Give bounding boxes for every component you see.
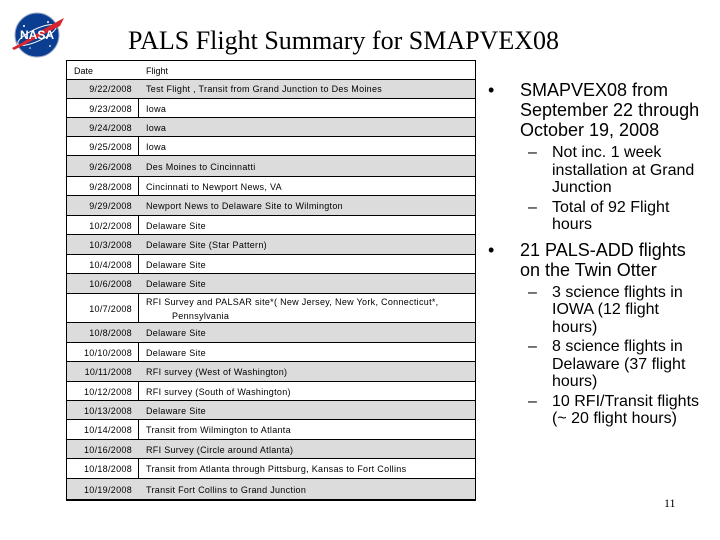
table-row — [67, 420, 475, 440]
row-flight — [146, 102, 166, 116]
row-date: 9/25/2008 — [89, 141, 132, 152]
row-date: 9/28/2008 — [89, 181, 132, 192]
table-header-flight: Flight — [146, 66, 169, 76]
row-flight — [146, 462, 406, 476]
row-date: 10/2/2008 — [89, 220, 132, 231]
row-flight — [146, 180, 282, 194]
row-date: 10/3/2008 — [89, 240, 132, 250]
table-row — [67, 343, 475, 362]
table-row — [67, 177, 475, 196]
row-date: 10/6/2008 — [89, 279, 132, 289]
row-flight-text: Iowa — [146, 103, 167, 114]
row-flight-text: Test Flight , Transit from Grand Junction to Des Moines — [146, 84, 383, 94]
bullet-pals-flights — [488, 240, 708, 280]
bullet-smapvex-dates — [488, 80, 708, 140]
table-row — [67, 323, 475, 343]
row-date: 9/24/2008 — [89, 122, 132, 133]
table-row — [67, 118, 475, 137]
row-flight-text: Delaware Site (Star Pattern) — [146, 240, 267, 250]
sub-bullet-delaware — [488, 338, 708, 391]
nasa-logo-text: NASA — [19, 28, 55, 42]
row-flight-text: Iowa — [146, 122, 167, 133]
row-date: 10/7/2008 — [89, 303, 132, 314]
row-date: 9/29/2008 — [89, 201, 132, 211]
table-row — [67, 440, 475, 459]
row-date: 10/14/2008 — [83, 425, 132, 435]
sub-bullet-iowa — [488, 284, 708, 337]
row-date: 9/26/2008 — [89, 161, 132, 172]
row-date: 9/23/2008 — [89, 103, 132, 114]
row-flight-text: RFI survey (South of Washington) — [146, 386, 291, 397]
row-flight-text: Delaware Site — [146, 220, 206, 231]
row-flight — [146, 483, 306, 497]
sub-bullet-marker: – — [528, 338, 537, 355]
row-flight — [146, 238, 267, 252]
table-row — [67, 459, 475, 479]
table-header-date: Date — [74, 66, 94, 76]
row-date: 10/8/2008 — [89, 328, 132, 338]
bullet-text: 21 PALS-ADD flights on the Twin Otter — [520, 239, 686, 280]
page-title: PALS Flight Summary for SMAPVEX08 — [128, 26, 559, 55]
bullet-marker: • — [488, 239, 495, 260]
sub-bullet-marker: – — [528, 283, 537, 301]
bullet-marker: • — [488, 80, 495, 100]
nasa-logo — [8, 10, 66, 60]
row-flight — [146, 219, 206, 233]
row-flight — [146, 160, 256, 174]
table-row — [67, 479, 475, 500]
row-flight — [146, 443, 293, 457]
row-date: 10/10/2008 — [83, 347, 132, 358]
row-flight — [146, 199, 343, 213]
row-date: 10/16/2008 — [83, 444, 132, 455]
row-flight — [146, 121, 166, 135]
row-date: 9/22/2008 — [89, 84, 132, 94]
sub-bullet-marker: – — [528, 198, 537, 216]
sub-bullet-marker: – — [528, 144, 537, 161]
row-date: 10/12/2008 — [83, 386, 132, 397]
row-flight-text: Cincinnati to Newport News, VA — [146, 181, 282, 192]
flight-table — [66, 60, 476, 501]
row-flight — [146, 82, 382, 96]
summary-list — [488, 80, 708, 430]
row-flight-text: Transit from Atlanta through Pittsburg, Kansas to Fort Collins — [146, 464, 407, 474]
row-flight-text: Delaware Site — [146, 259, 206, 270]
table-row — [67, 255, 475, 274]
row-flight-text: RFI survey (West of Washington) — [146, 367, 288, 377]
sub-bullet-text: Not inc. 1 week installation at Grand Junction — [552, 144, 695, 196]
bullet-text: SMAPVEX08 from September 22 through October 19, 2008 — [520, 80, 700, 140]
table-row — [67, 382, 475, 401]
sub-bullet-installation — [488, 144, 708, 197]
sub-bullet-total-hours — [488, 199, 708, 234]
row-flight — [146, 295, 438, 323]
table-row — [67, 156, 475, 177]
row-flight-text: Delaware Site — [146, 347, 206, 358]
row-flight-text: Transit Fort Collins to Grand Junction — [146, 484, 307, 495]
row-flight-text: RFI Survey (Circle around Atlanta) — [146, 444, 294, 455]
row-flight — [146, 365, 287, 379]
sub-bullet-rfi-transit — [488, 393, 708, 428]
sub-bullet-text: 8 science flights in Delaware (37 flight hours) — [552, 338, 686, 390]
row-flight-text: Delaware Site — [146, 279, 206, 289]
row-flight — [146, 404, 206, 418]
row-flight-text: Transit from Wilmington to Atlanta — [146, 425, 291, 435]
table-row — [67, 362, 475, 382]
row-date: 10/13/2008 — [83, 405, 132, 416]
row-flight — [146, 326, 206, 340]
row-flight-text: RFI Survey and PALSAR site*( New Jersey, New York, Connecticut*, — [146, 296, 439, 307]
row-flight — [146, 385, 291, 399]
table-row — [67, 137, 475, 156]
row-flight-text: Newport News to Delaware Site to Wilmington — [146, 201, 343, 211]
row-flight — [146, 140, 166, 154]
table-row — [67, 274, 475, 294]
row-flight — [146, 277, 206, 291]
sub-bullet-text: Total of 92 Flight hours — [552, 198, 670, 233]
page-number: 11 — [664, 496, 676, 510]
sub-bullet-text: 10 RFI/Transit flights (~ 20 flight hours) — [552, 392, 700, 427]
row-flight-text: Des Moines to Cincinnatti — [146, 161, 256, 172]
row-date: 10/18/2008 — [83, 464, 132, 474]
row-flight-text: Delaware Site — [146, 328, 206, 338]
row-flight-text: Delaware Site — [146, 405, 206, 416]
row-flight-text: Iowa — [146, 141, 167, 152]
row-date: 10/4/2008 — [89, 259, 132, 270]
table-row — [67, 196, 475, 216]
row-flight-text-continued: Pennsylvania — [172, 310, 230, 321]
row-date: 10/11/2008 — [84, 367, 132, 377]
table-row — [67, 216, 475, 235]
table-row — [67, 401, 475, 420]
row-flight — [146, 423, 291, 437]
table-row — [67, 79, 475, 99]
row-date: 10/19/2008 — [83, 484, 132, 495]
sub-bullet-marker: – — [528, 392, 537, 410]
table-row — [67, 294, 475, 323]
table-row — [67, 99, 475, 118]
row-flight — [146, 258, 206, 272]
table-row — [67, 235, 475, 255]
row-flight — [146, 346, 206, 360]
sub-bullet-text: 3 science flights in IOWA (12 flight hours) — [552, 283, 683, 336]
